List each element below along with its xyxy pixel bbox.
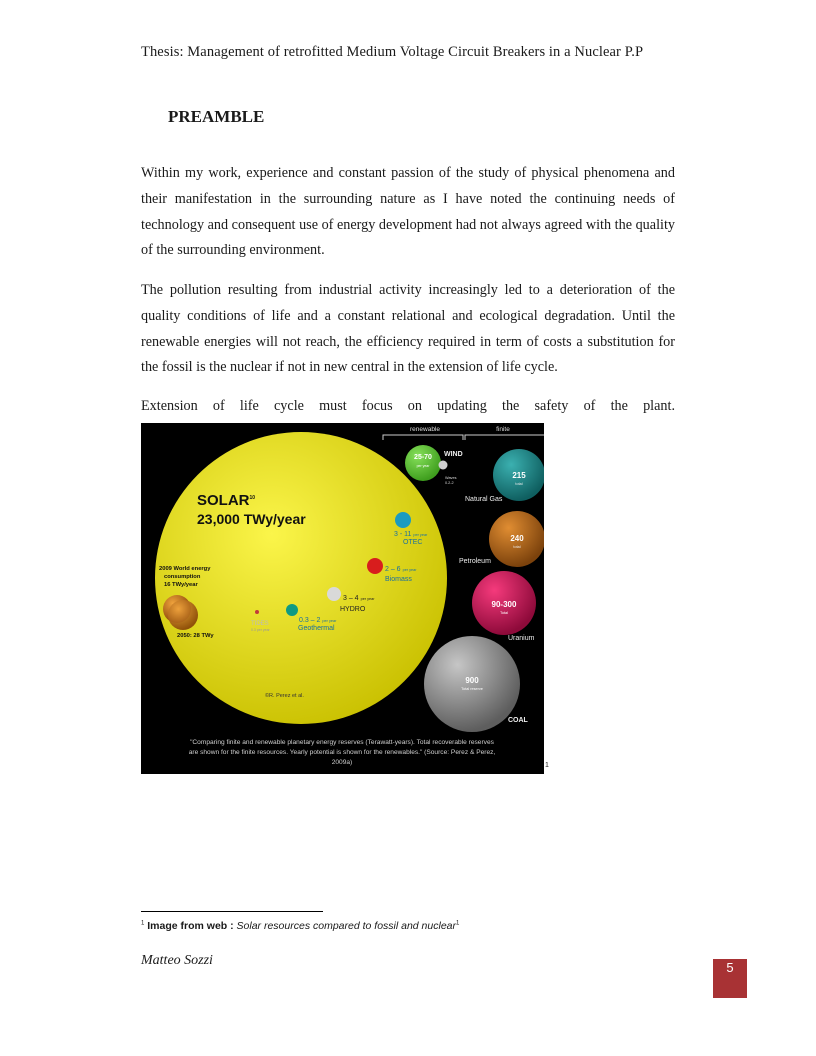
biomass-bubble [367, 558, 383, 574]
paragraph: Within my work, experience and constant passion of the study of physical phenomena and their manifestation in the surrounding nature as I have noted the continuing needs of technology and consequent use of energy development had not always agreed with the quality of the surrounding environment. [141, 165, 675, 259]
finite-group-label: finite [496, 426, 510, 433]
solar-label: SOLAR$^{10}$ [197, 492, 256, 509]
figure-caption-line1: "Comparing finite and renewable planetary energy reserves (Terawatt-years). Total recoverable reserves [190, 739, 494, 746]
footnote [141, 920, 459, 932]
footnote-text: Solar resources compared to fossil and nuclear [236, 920, 456, 932]
petroleum-label: Petroleum [459, 558, 491, 565]
biomass-label: Biomass [385, 576, 412, 583]
figure-credit: ©R. Perez et al. [265, 693, 304, 699]
natural-gas-label: Natural Gas [465, 496, 503, 503]
hydro-value: 3 – 4 per year [343, 595, 375, 602]
wind-label: WIND [444, 451, 463, 458]
coal-unit: Total reserve [461, 687, 483, 691]
world-consumption-line3: 16 TWy/year [164, 582, 198, 588]
figure-caption-line3: 2009a) [331, 759, 353, 766]
coal-value: 900 [465, 676, 479, 685]
geothermal-bubble [286, 604, 298, 616]
footnote-lead: Image from web : [147, 920, 234, 932]
petroleum-unit: total [513, 545, 521, 549]
footnote-reference-mark: 1 [545, 762, 549, 769]
paragraph: The pollution resulting from industrial activity increasingly led to a deterioration of the quality conditions of life and a constant relational and ecological degradation. Until the renewable energies will not reach, the efficiency required in term of costs a substitution for the fossil is the nuclear if not in new central in the extension of life cycle. [141, 282, 675, 376]
footnote-separator [141, 911, 323, 912]
uranium-value: 90-300 [491, 600, 517, 609]
paragraph: Extension of life cycle must focus on updating the safety of the plant. [141, 398, 675, 414]
wind-unit: per year [416, 464, 430, 468]
uranium-unit: Total [499, 611, 509, 615]
geothermal-value: 0.3 – 2 per year [299, 617, 337, 624]
solar-value: 23,000 TWy/year [197, 511, 306, 527]
wind-value: 25-70 [414, 454, 432, 461]
world-consumption-line1: 2009 World energy [159, 566, 211, 572]
footer-author: Matteo Sozzi [141, 953, 213, 968]
otec-bubble [395, 512, 411, 528]
section-title: PREAMBLE [168, 107, 265, 126]
world-consumption-2050-bubble [168, 600, 198, 630]
figure-caption-line2: are shown for the finite resources. Yearly potential is shown for the renewables." (Source: Perez & Perez, [188, 749, 496, 756]
uranium-label: Uranium [508, 635, 535, 642]
world-consumption-2050: 2050: 28 TWy [177, 633, 214, 639]
world-consumption-line2: consumption [164, 574, 201, 580]
coal-label: COAL [508, 717, 528, 724]
natural-gas-unit: total [515, 482, 523, 486]
hydro-bubble [327, 587, 341, 601]
waves-bubble [439, 461, 448, 470]
petroleum-value: 240 [510, 534, 524, 543]
page-number-box [713, 959, 747, 998]
tides-bubble [255, 610, 259, 614]
wind-bubble [405, 445, 441, 481]
natural-gas-value: 215 [512, 471, 526, 480]
running-header: Thesis: Management of retrofitted Medium Voltage Circuit Breakers in a Nuclear P.P [141, 44, 644, 60]
footnote-sup: 1 [456, 920, 460, 927]
energy-reserves-graphic [141, 423, 544, 774]
page-number: 5 [726, 960, 734, 975]
otec-label: OTEC [403, 539, 423, 546]
otec-value: 3 - 11 per year [394, 531, 428, 538]
waves-label: Waves [445, 476, 457, 480]
tides-label: TIDES [251, 621, 269, 627]
renewable-group-label: renewable [410, 426, 440, 433]
footnote-number: 1 [141, 920, 145, 927]
hydro-label: HYDRO [340, 606, 366, 613]
energy-reserves-figure [141, 423, 544, 774]
tides-value: 0.3 per year [251, 628, 270, 632]
biomass-value: 2 – 6 per year [385, 566, 417, 573]
geothermal-label: Geothermal [298, 625, 335, 632]
waves-value: 0.2-2 [445, 481, 454, 485]
